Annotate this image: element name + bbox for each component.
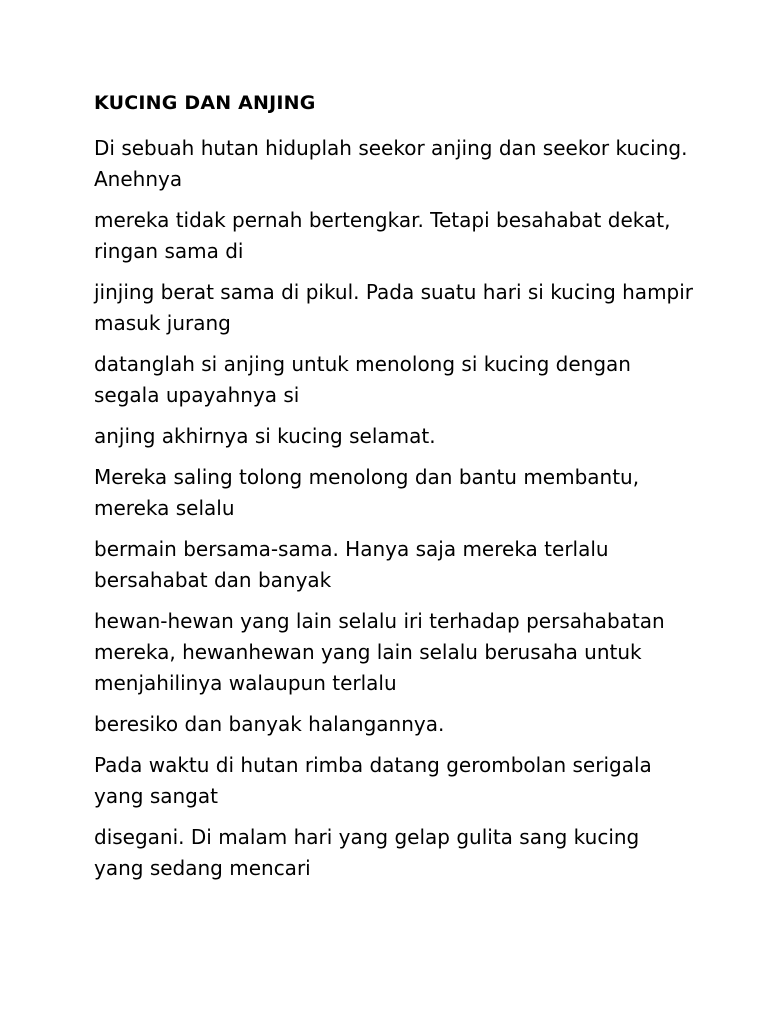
paragraph-11: disegani. Di malam hari yang gelap gulita sang kucing yang sedang mencari — [94, 825, 640, 880]
paragraph-2: mereka tidak pernah bertengkar. Tetapi besahabat dekat, ringan sama di — [94, 208, 671, 263]
paragraph-3: jinjing berat sama di pikul. Pada suatu hari si kucing hampir masuk jurang — [94, 280, 694, 335]
paragraph-8: hewan-hewan yang lain selalu iri terhadap persahabatan mereka, hewanhewan yang lain selalu berusaha untuk menjahilinya walaupun terlalu — [94, 609, 665, 695]
paragraph-7: bermain bersama-sama. Hanya saja mereka terlalu bersahabat dan banyak — [94, 537, 609, 592]
document-title: KUCING DAN ANJING — [94, 92, 316, 114]
paragraph-6: Mereka saling tolong menolong dan bantu membantu, mereka selalu — [94, 465, 640, 520]
document-body — [94, 133, 694, 894]
paragraph-10: Pada waktu di hutan rimba datang gerombolan serigala yang sangat — [94, 753, 652, 808]
paragraph-4: datanglah si anjing untuk menolong si kucing dengan segala upayahnya si — [94, 352, 631, 407]
paragraph-5: anjing akhirnya si kucing selamat. — [94, 424, 436, 448]
paragraph-9: beresiko dan banyak halangannya. — [94, 712, 445, 736]
paragraph-1: Di sebuah hutan hiduplah seekor anjing dan seekor kucing. Anehnya — [94, 136, 688, 191]
